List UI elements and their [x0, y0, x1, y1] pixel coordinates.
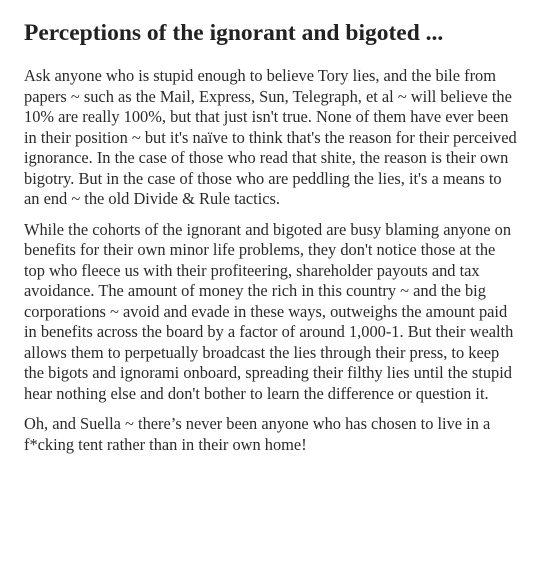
- article-title: Perceptions of the ignorant and bigoted ...: [24, 20, 444, 46]
- article: [24, 18, 520, 465]
- article-paragraph-1: Ask anyone who is stupid enough to believe Tory lies, and the bile from papers ~ such as the Mail, Express, Sun, Telegraph, et al ~ will believe the 10% are really 100%, but that just isn't true. None of them have ever been in their position ~ but it's naïve to think that's the reason for their perceived ignorance. In the case of those who read that shite, the reason is their own bigotry. But in the case of those who are peddling the lies, it's a means to an end ~ the old Divide & Rule tactics.: [24, 66, 517, 208]
- article-paragraph-3: Oh, and Suella ~ there’s never been anyone who has chosen to live in a f*cking tent rather than in their own home!: [24, 414, 491, 454]
- article-paragraph-2: While the cohorts of the ignorant and bigoted are busy blaming anyone on benefits for their own minor life problems, they don't notice those at the top who fleece us with their profiteering, shareholder payouts and tax avoidance. The amount of money the rich in this country ~ and the big corporations ~ avoid and evade in these ways, outweighs the amount paid in benefits across the board by a factor of around 1,000-1. But their wealth allows them to perpetually broadcast the lies through their press, to keep the bigots and ignorami onboard, spreading their filthy lies until the stupid hear nothing else and don't bother to learn the difference or question it.: [24, 219, 514, 403]
